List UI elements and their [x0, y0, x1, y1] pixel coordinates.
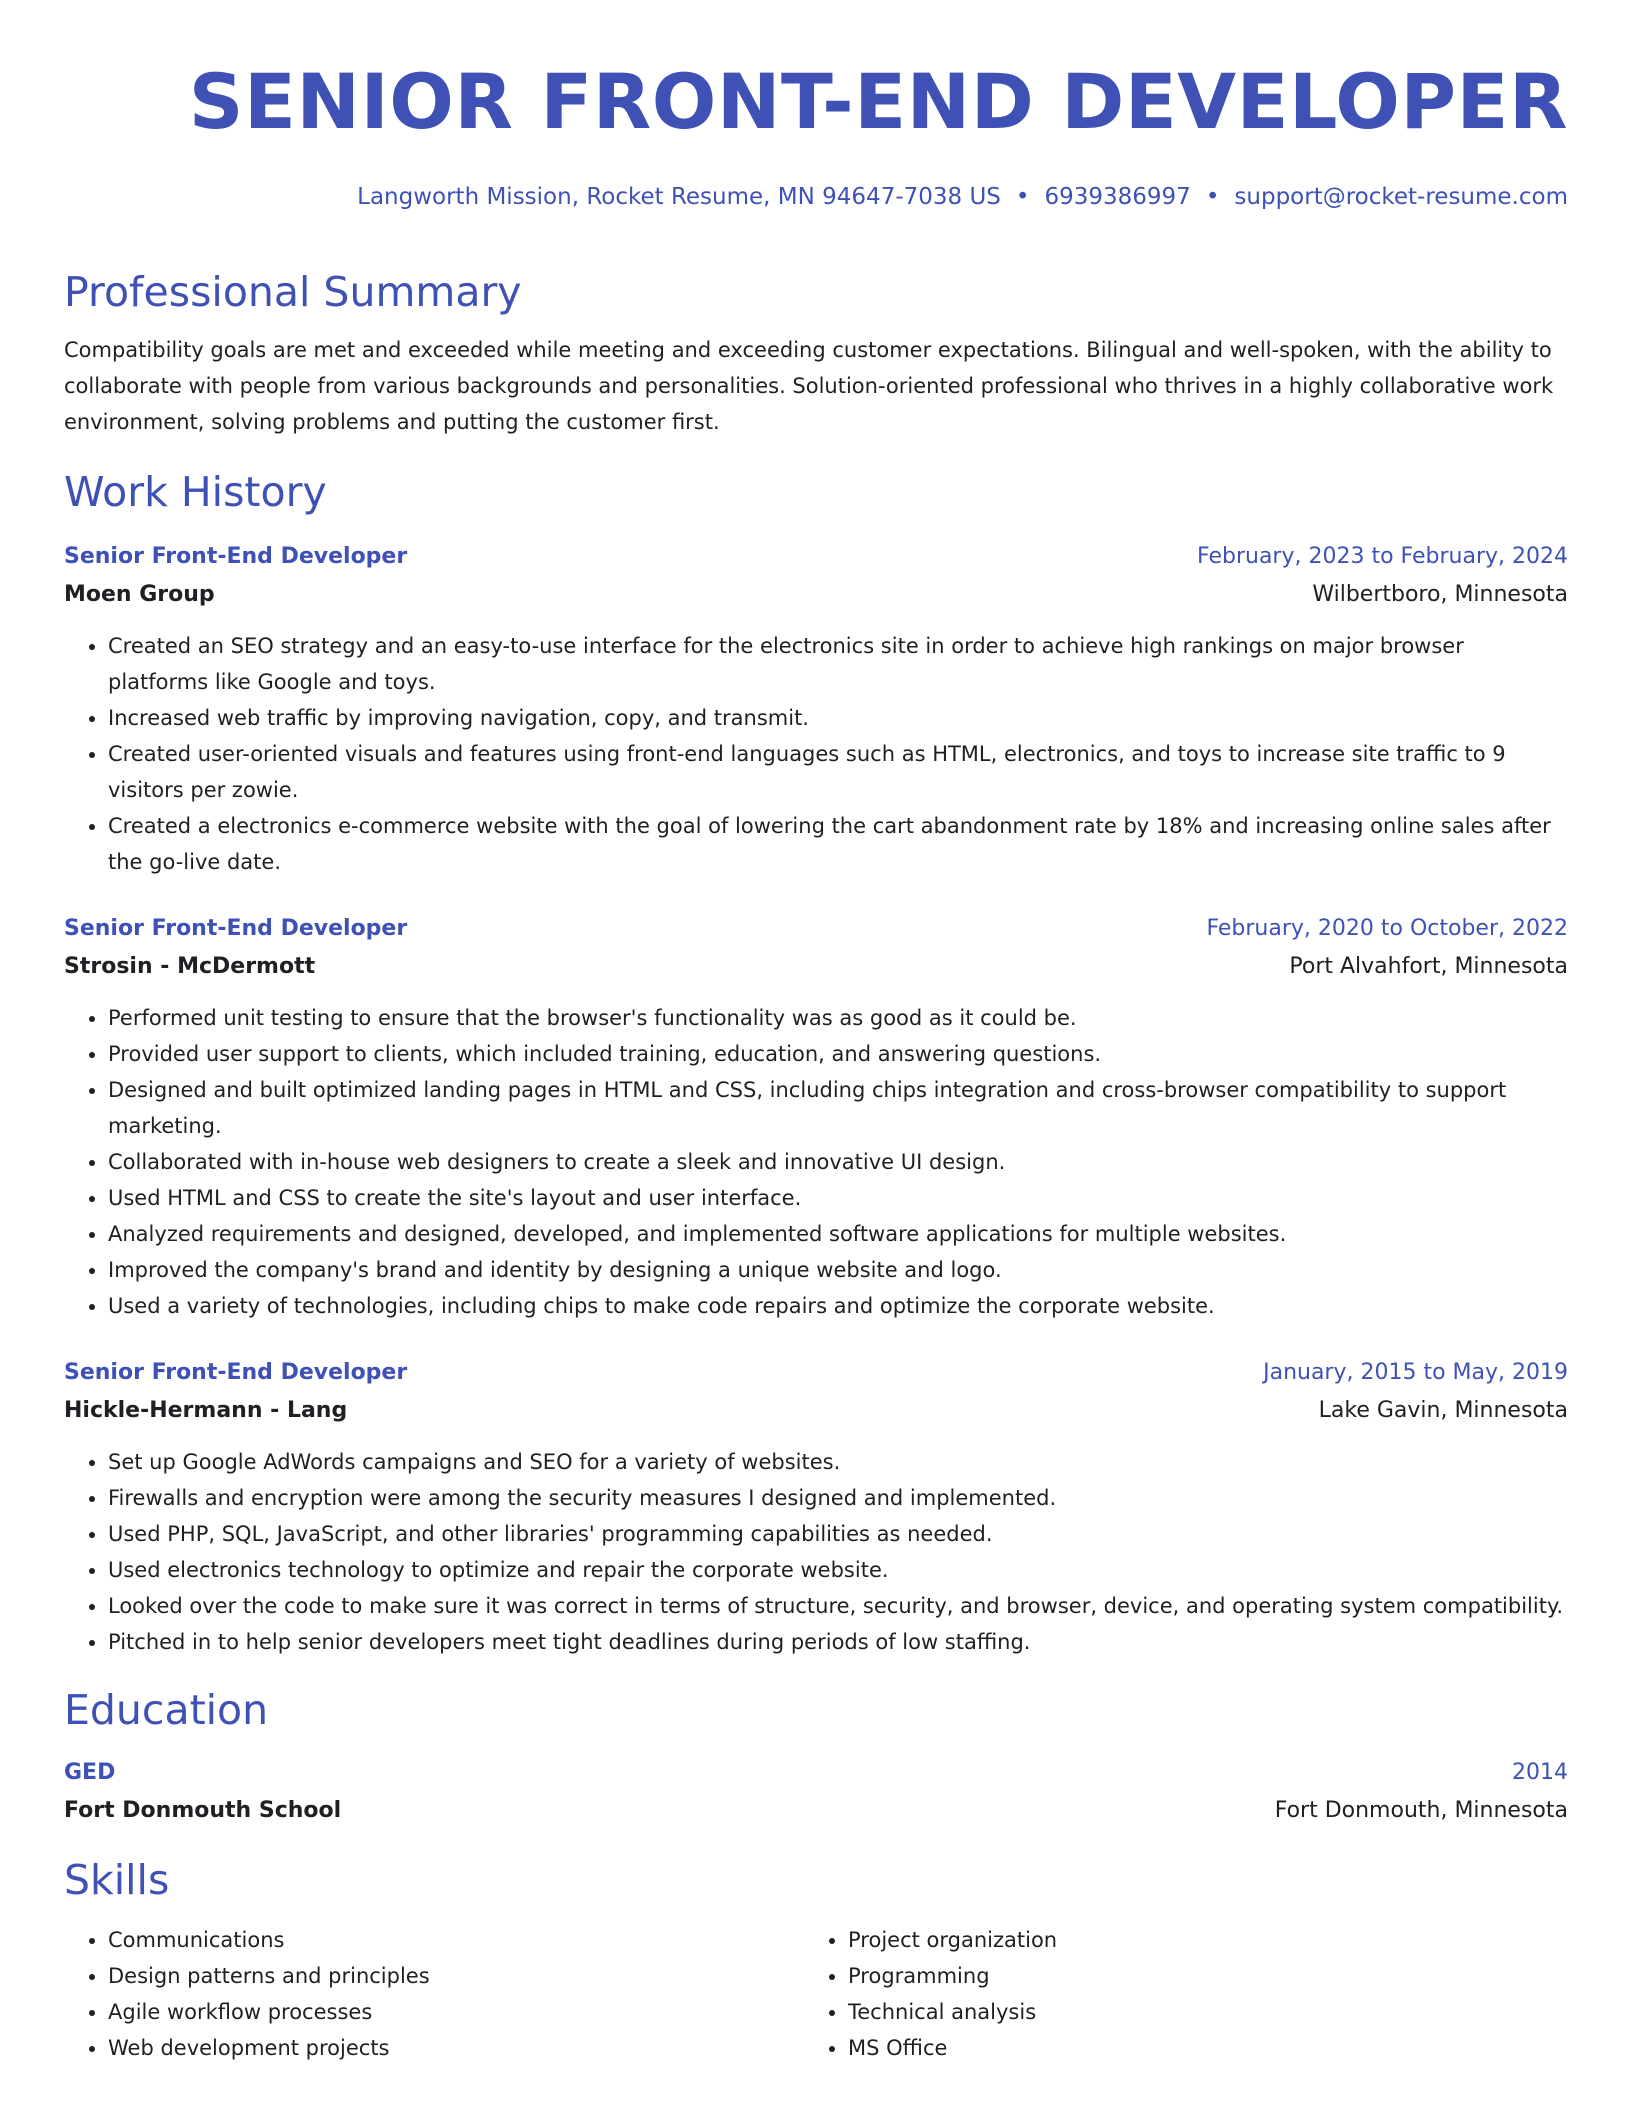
- job-bullet: • Increased web traffic by improving navigation, copy, and transmit.: [108, 700, 1568, 736]
- skill-item: • MS Office: [848, 2030, 1544, 2066]
- job-header-row: [64, 1354, 1568, 1392]
- contact-line: [64, 180, 1568, 214]
- skills-list-right: [804, 1922, 1544, 2066]
- job-company-row: [64, 576, 1568, 614]
- summary-heading: Professional Summary: [64, 268, 522, 316]
- job-bullet: • Used electronics technology to optimize and repair the corporate website.: [108, 1552, 1568, 1588]
- job-bullet: • Firewalls and encryption were among the security measures I designed and implemented.: [108, 1480, 1568, 1516]
- education-heading: Education: [64, 1686, 269, 1734]
- job-bullet: • Used a variety of technologies, including chips to make code repairs and optimize the corporate website.: [108, 1288, 1568, 1324]
- skill-item: • Technical analysis: [848, 1994, 1544, 2030]
- job-bullet-list: [64, 1444, 1568, 1660]
- job-location: Wilbertboro, Minnesota: [1312, 582, 1568, 607]
- contact-address: Langworth Mission, Rocket Resume, MN 94647-7038 US: [357, 184, 1001, 210]
- job-dates: February, 2020 to October, 2022: [1206, 916, 1568, 941]
- job-bullet-list: [64, 628, 1568, 880]
- job-entry: [64, 538, 1568, 880]
- contact-phone: 6939386997: [1044, 184, 1191, 210]
- education-school-row: [64, 1792, 1568, 1830]
- education-entry: [64, 1754, 1568, 1830]
- education-year: 2014: [1512, 1760, 1568, 1785]
- job-company: Strosin - McDermott: [64, 954, 316, 979]
- job-bullet: • Used HTML and CSS to create the site's layout and user interface.: [108, 1180, 1568, 1216]
- job-bullet: • Analyzed requirements and designed, developed, and implemented software applications for multiple websites.: [108, 1216, 1568, 1252]
- job-bullet: • Created user-oriented visuals and features using front-end languages such as HTML, electronics, and toys to increase site traffic to 9 visitors per zowie.: [108, 736, 1568, 808]
- skills-columns: [64, 1922, 1568, 2066]
- work-history-heading: Work History: [64, 468, 327, 516]
- job-bullet: • Collaborated with in-house web designers to create a sleek and innovative UI design.: [108, 1144, 1568, 1180]
- skill-item: • Web development projects: [108, 2030, 804, 2066]
- job-title: Senior Front-End Developer: [64, 916, 408, 941]
- education-location: Fort Donmouth, Minnesota: [1274, 1798, 1568, 1823]
- job-entry: [64, 910, 1568, 1324]
- skills-list-left: [64, 1922, 804, 2066]
- job-dates: February, 2023 to February, 2024: [1197, 544, 1568, 569]
- skill-item: • Design patterns and principles: [108, 1958, 804, 1994]
- job-bullet: • Provided user support to clients, which included training, education, and answering questions.: [108, 1036, 1568, 1072]
- job-location: Lake Gavin, Minnesota: [1318, 1398, 1568, 1423]
- contact-separator: •: [1015, 184, 1030, 210]
- job-bullet: • Set up Google AdWords campaigns and SEO for a variety of websites.: [108, 1444, 1568, 1480]
- contact-email: support@rocket-resume.com: [1234, 184, 1568, 210]
- job-header-row: [64, 538, 1568, 576]
- job-title: Senior Front-End Developer: [64, 1360, 408, 1385]
- job-company: Moen Group: [64, 582, 215, 607]
- skill-item: • Programming: [848, 1958, 1544, 1994]
- job-bullet: • Designed and built optimized landing pages in HTML and CSS, including chips integration and cross-browser compatibility to support marketing.: [108, 1072, 1568, 1144]
- job-bullet: • Improved the company's brand and identity by designing a unique website and logo.: [108, 1252, 1568, 1288]
- skill-item: • Project organization: [848, 1922, 1544, 1958]
- job-location: Port Alvahfort, Minnesota: [1289, 954, 1568, 979]
- job-bullet: • Looked over the code to make sure it was correct in terms of structure, security, and browser, device, and operating system compatibility.: [108, 1588, 1568, 1624]
- job-title: Senior Front-End Developer: [64, 544, 408, 569]
- job-bullet: • Pitched in to help senior developers meet tight deadlines during periods of low staffing.: [108, 1624, 1568, 1660]
- contact-separator: •: [1205, 184, 1220, 210]
- job-bullet: • Created an SEO strategy and an easy-to-use interface for the electronics site in order to achieve high rankings on major browser platforms like Google and toys.: [108, 628, 1568, 700]
- job-company: Hickle-Hermann - Lang: [64, 1398, 348, 1423]
- job-bullet: • Created a electronics e-commerce website with the goal of lowering the cart abandonment rate by 18% and increasing online sales after the go-live date.: [108, 808, 1568, 880]
- education-header-row: [64, 1754, 1568, 1792]
- skills-heading: Skills: [64, 1856, 170, 1904]
- education-school: Fort Donmouth School: [64, 1798, 342, 1823]
- job-entry: [64, 1354, 1568, 1660]
- skill-item: • Communications: [108, 1922, 804, 1958]
- job-header-row: [64, 910, 1568, 948]
- job-company-row: [64, 948, 1568, 986]
- job-bullet-list: [64, 1000, 1568, 1324]
- summary-text: Compatibility goals are met and exceeded while meeting and exceeding customer expectations. Bilingual and well-spoken, with the ability to collaborate with people from various backgrounds and personalities. Solution-oriented professional who thrives in a highly collaborative work environment, solving problems and putting the customer first.: [64, 338, 1554, 434]
- job-bullet: • Used PHP, SQL, JavaScript, and other libraries' programming capabilities as needed.: [108, 1516, 1568, 1552]
- job-company-row: [64, 1392, 1568, 1430]
- job-bullet: • Performed unit testing to ensure that the browser's functionality was as good as it could be.: [108, 1000, 1568, 1036]
- job-dates: January, 2015 to May, 2019: [1263, 1360, 1568, 1385]
- resume-title: SENIOR FRONT-END DEVELOPER: [188, 57, 1568, 146]
- skill-item: • Agile workflow processes: [108, 1994, 804, 2030]
- education-degree: GED: [64, 1760, 116, 1785]
